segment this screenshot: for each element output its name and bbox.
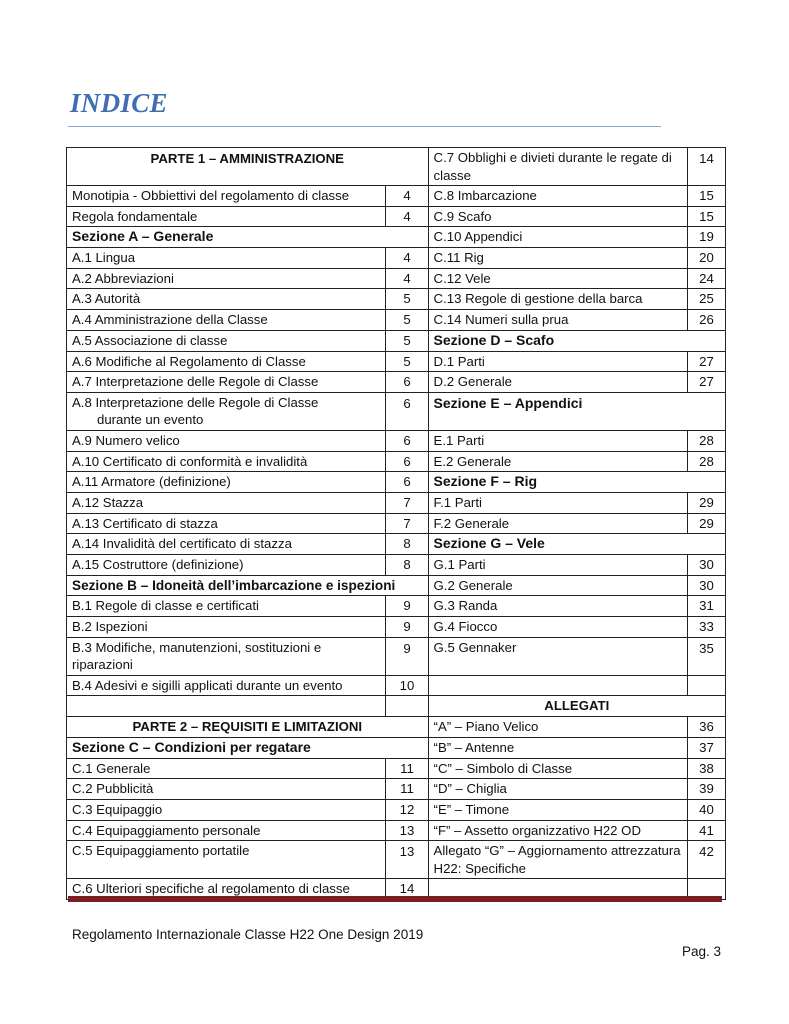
toc-entry-label: A.11 Armatore (definizione) [67, 472, 386, 493]
toc-row [67, 555, 726, 576]
toc-entry-page: 13 [386, 841, 428, 879]
toc-entry-page: 10 [386, 675, 428, 696]
toc-row [67, 779, 726, 800]
toc-entry-page: 9 [386, 637, 428, 675]
toc-entry-label: A.10 Certificato di conformità e invalidità [67, 451, 386, 472]
toc-entry-label: C.2 Pubblicità [67, 779, 386, 800]
toc-entry-page: 20 [687, 248, 725, 269]
toc-row [67, 717, 726, 738]
toc-entry-page: 31 [687, 596, 725, 617]
toc-entry-label: A.4 Amministrazione della Classe [67, 310, 386, 331]
toc-entry-page [687, 675, 725, 696]
toc-entry-page: 8 [386, 534, 428, 555]
toc-entry-label: A.2 Abbreviazioni [67, 268, 386, 289]
toc-entry-page: 25 [687, 289, 725, 310]
toc-entry-page: 30 [687, 575, 725, 596]
toc-entry-label: C.10 Appendici [428, 227, 687, 248]
part-2-heading: PARTE 2 – REQUISITI E LIMITAZIONI [67, 717, 429, 738]
footer-divider [68, 896, 722, 902]
toc-row [67, 351, 726, 372]
toc-row [67, 310, 726, 331]
toc-entry-page: 15 [687, 186, 725, 207]
toc-entry-label: G.4 Fiocco [428, 617, 687, 638]
toc-entry-page: 29 [687, 513, 725, 534]
toc-entry-page: 40 [687, 799, 725, 820]
toc-entry-label: E.2 Generale [428, 451, 687, 472]
toc-entry-page: 19 [687, 227, 725, 248]
toc-row [67, 289, 726, 310]
toc-entry-label: A.1 Lingua [67, 248, 386, 269]
toc-entry-page: 4 [386, 186, 428, 207]
page-title: INDICE [70, 88, 168, 118]
toc-row [67, 596, 726, 617]
toc-table [66, 147, 726, 900]
toc-entry-label-line2: durante un evento [97, 412, 204, 428]
toc-entry-label: “D” – Chiglia [428, 779, 687, 800]
toc-row [67, 617, 726, 638]
toc-entry-label: C.6 Ulteriori specifiche al regolamento di classe [67, 879, 386, 900]
toc-entry-label: A.9 Numero velico [67, 430, 386, 451]
toc-row [67, 392, 726, 430]
toc-entry-label: C.4 Equipaggiamento personale [67, 820, 386, 841]
toc-entry-label: A.6 Modifiche al Regolamento di Classe [67, 351, 386, 372]
toc-entry-page: 28 [687, 430, 725, 451]
toc-entry-page: 4 [386, 248, 428, 269]
toc-entry-page: 42 [687, 841, 725, 879]
toc-entry-page: 6 [386, 472, 428, 493]
toc-entry-label: Monotipia - Obbiettivi del regolamento di classe [67, 186, 386, 207]
section-d-heading: Sezione D – Scafo [428, 330, 725, 351]
toc-entry-page: 5 [386, 330, 428, 351]
toc-row [67, 696, 726, 717]
toc-entry-label: “F” – Assetto organizzativo H22 OD [428, 820, 687, 841]
toc-entry-page: 39 [687, 779, 725, 800]
toc-row [67, 372, 726, 393]
toc-entry-page: 30 [687, 555, 725, 576]
toc-entry-label [67, 392, 386, 430]
toc-entry-label: C.3 Equipaggio [67, 799, 386, 820]
toc-entry-page: 41 [687, 820, 725, 841]
toc-entry-page: 36 [687, 717, 725, 738]
toc-entry-label: B.1 Regole di classe e certificati [67, 596, 386, 617]
toc-entry-page: 14 [687, 148, 725, 186]
toc-entry-page: 5 [386, 351, 428, 372]
toc-entry-label: C.8 Imbarcazione [428, 186, 687, 207]
toc-entry-label: C.13 Regole di gestione della barca [428, 289, 687, 310]
toc-entry-page: 29 [687, 492, 725, 513]
toc-entry-page: 35 [687, 637, 725, 675]
toc-row [67, 186, 726, 207]
toc-row [67, 492, 726, 513]
toc-entry-page: 15 [687, 206, 725, 227]
toc-entry-page: 38 [687, 758, 725, 779]
toc-entry-label: A.12 Stazza [67, 492, 386, 513]
toc-row [67, 737, 726, 758]
toc-entry-page: 12 [386, 799, 428, 820]
toc-row [67, 268, 726, 289]
toc-entry-label: B.2 Ispezioni [67, 617, 386, 638]
toc-entry-label: B.3 Modifiche, manutenzioni, sostituzioni e riparazioni [67, 637, 386, 675]
toc-entry-page: 6 [386, 430, 428, 451]
toc-entry-page: 6 [386, 372, 428, 393]
toc-entry-page: 28 [687, 451, 725, 472]
section-a-heading: Sezione A – Generale [67, 227, 429, 248]
toc-entry-label: C.7 Obblighi e divieti durante le regate di classe [428, 148, 687, 186]
section-b-heading: Sezione B – Idoneità dell’imbarcazione e ispezioni [67, 575, 429, 596]
toc-entry-page: 13 [386, 820, 428, 841]
toc-entry-page: 9 [386, 596, 428, 617]
toc-row [67, 841, 726, 879]
toc-entry-label: F.2 Generale [428, 513, 687, 534]
toc-entry-label [67, 696, 386, 717]
toc-entry-page: 5 [386, 289, 428, 310]
toc-row [67, 637, 726, 675]
toc-entry-label: C.1 Generale [67, 758, 386, 779]
toc-row [67, 206, 726, 227]
toc-entry-label: A.13 Certificato di stazza [67, 513, 386, 534]
toc-row [67, 227, 726, 248]
part-1-heading: PARTE 1 – AMMINISTRAZIONE [67, 148, 429, 186]
toc-row [67, 820, 726, 841]
toc-entry-label: A.7 Interpretazione delle Regole di Classe [67, 372, 386, 393]
toc-entry-label: G.5 Gennaker [428, 637, 687, 675]
toc-entry-label: “B” – Antenne [428, 737, 687, 758]
toc-entry-label: E.1 Parti [428, 430, 687, 451]
toc-entry-label: C.11 Rig [428, 248, 687, 269]
toc-entry-page: 4 [386, 268, 428, 289]
toc-entry-page: 26 [687, 310, 725, 331]
toc-entry-label: F.1 Parti [428, 492, 687, 513]
toc-entry-page: 8 [386, 555, 428, 576]
toc-entry-page: 24 [687, 268, 725, 289]
toc-entry-label: C.9 Scafo [428, 206, 687, 227]
toc-entry-page: 7 [386, 513, 428, 534]
toc-row [67, 430, 726, 451]
toc-entry-label: A.5 Associazione di classe [67, 330, 386, 351]
toc-row [67, 330, 726, 351]
toc-entry-page: 6 [386, 451, 428, 472]
section-f-heading: Sezione F – Rig [428, 472, 725, 493]
toc-entry-page [386, 696, 428, 717]
toc-entry-label: “E” – Timone [428, 799, 687, 820]
toc-entry-label: G.2 Generale [428, 575, 687, 596]
footer-document-title: Regolamento Internazionale Classe H22 One Design 2019 [72, 927, 424, 942]
toc-entry-page: 27 [687, 372, 725, 393]
toc-entry-label [428, 675, 687, 696]
toc-entry-page: 37 [687, 737, 725, 758]
toc-row [67, 758, 726, 779]
section-g-heading: Sezione G – Vele [428, 534, 725, 555]
toc-entry-page: 9 [386, 617, 428, 638]
toc-entry-page: 5 [386, 310, 428, 331]
toc-entry-label: “C” – Simbolo di Classe [428, 758, 687, 779]
toc-entry-label: D.2 Generale [428, 372, 687, 393]
toc-row [67, 534, 726, 555]
toc-row [67, 513, 726, 534]
toc-entry-label: Allegato “G” – Aggiornamento attrezzatura H22: Specifiche [428, 841, 687, 879]
toc-entry-label: G.3 Randa [428, 596, 687, 617]
toc-entry-page: 14 [386, 879, 428, 900]
section-e-heading: Sezione E – Appendici [428, 392, 725, 430]
toc-row [67, 675, 726, 696]
toc-row [67, 451, 726, 472]
toc-row [67, 472, 726, 493]
toc-entry-label: A.3 Autorità [67, 289, 386, 310]
toc-entry-page: 11 [386, 779, 428, 800]
title-underline [68, 126, 661, 127]
toc-row [67, 148, 726, 186]
toc-entry-label: D.1 Parti [428, 351, 687, 372]
toc-entry-label: A.15 Costruttore (definizione) [67, 555, 386, 576]
page-number: Pag. 3 [682, 944, 722, 959]
toc-entry-label: B.4 Adesivi e sigilli applicati durante un evento [67, 675, 386, 696]
toc-entry-label: Regola fondamentale [67, 206, 386, 227]
toc-entry-page: 11 [386, 758, 428, 779]
toc-entry-page: 6 [386, 392, 428, 430]
toc-row [67, 799, 726, 820]
toc-entry-page: 27 [687, 351, 725, 372]
toc-entry-page: 33 [687, 617, 725, 638]
toc-row [67, 575, 726, 596]
toc-entry-label: C.14 Numeri sulla prua [428, 310, 687, 331]
toc-row [67, 248, 726, 269]
toc-entry-page: 7 [386, 492, 428, 513]
section-c-heading: Sezione C – Condizioni per regatare [67, 737, 429, 758]
toc-entry-label: C.12 Vele [428, 268, 687, 289]
toc-entry-page: 4 [386, 206, 428, 227]
toc-entry-label: “A” – Piano Velico [428, 717, 687, 738]
toc-entry-label-line1: A.8 Interpretazione delle Regole di Classe [72, 394, 319, 410]
toc-entry-label: G.1 Parti [428, 555, 687, 576]
toc-entry-label: A.14 Invalidità del certificato di stazza [67, 534, 386, 555]
allegati-heading: ALLEGATI [428, 696, 725, 717]
toc-entry-label: C.5 Equipaggiamento portatile [67, 841, 386, 879]
